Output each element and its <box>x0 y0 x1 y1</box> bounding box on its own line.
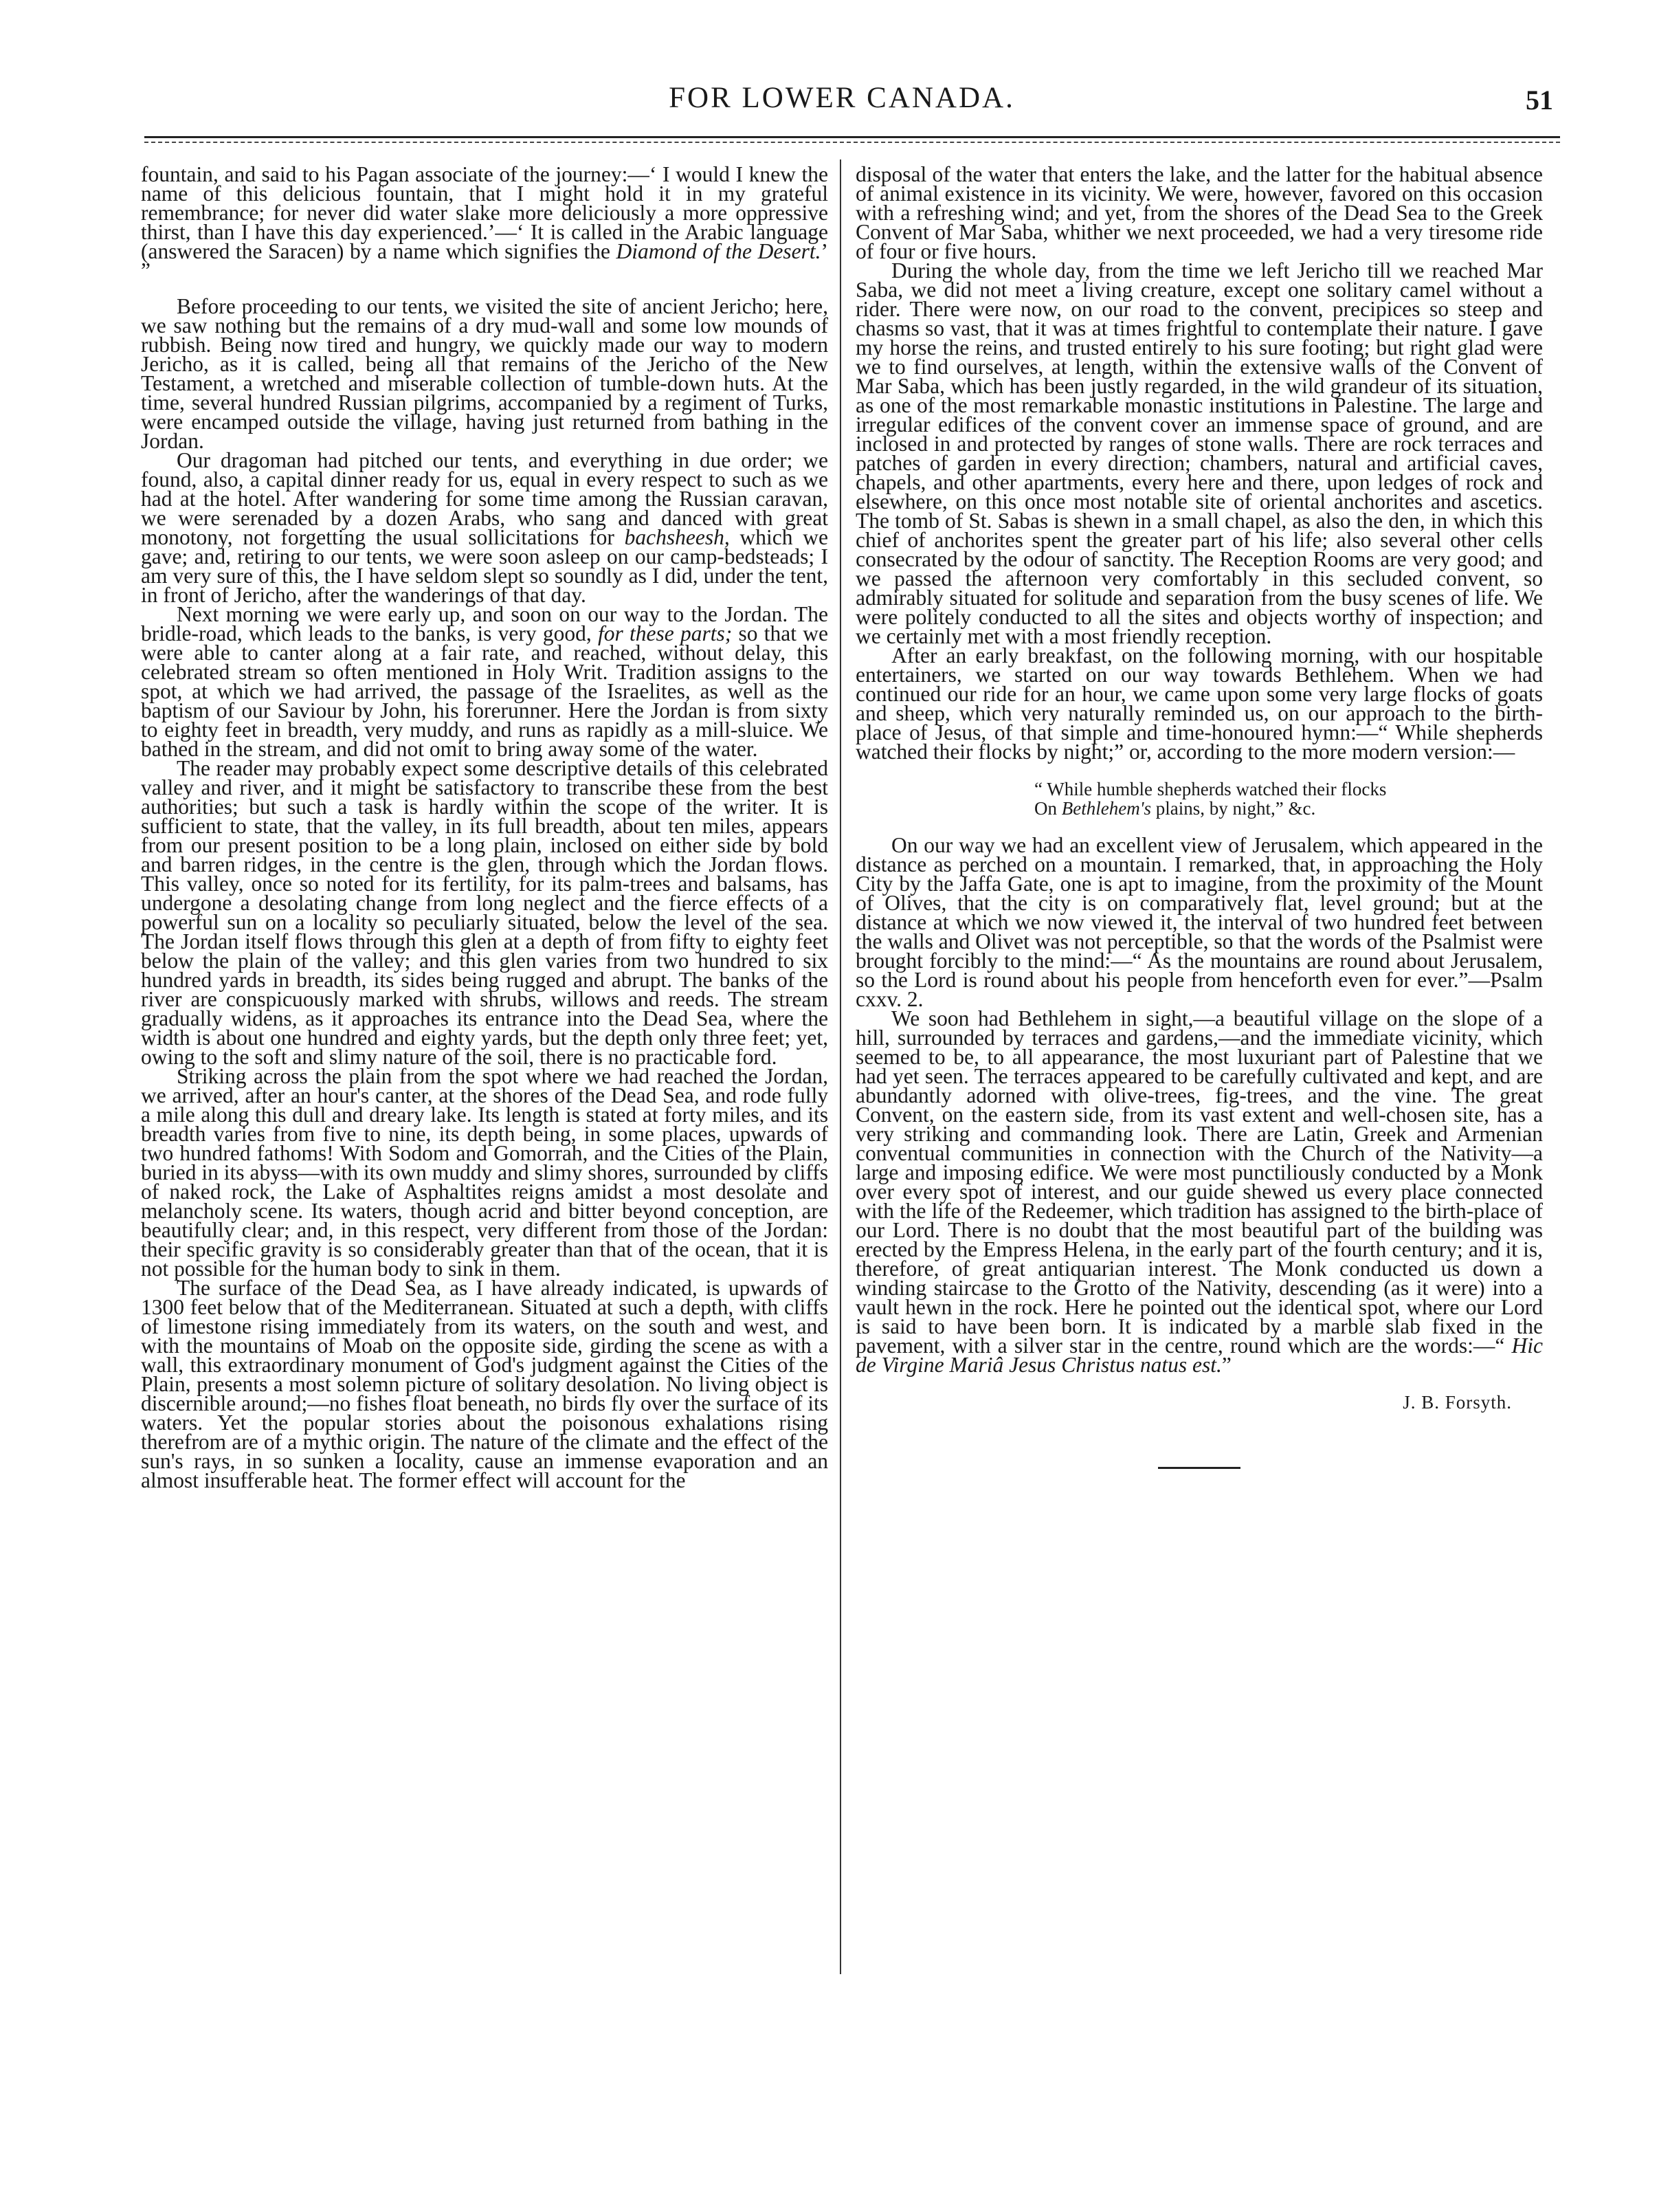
running-head: FOR LOWER CANADA. <box>669 82 1015 114</box>
paragraph: After an early breakfast, on the following morning, with our hospitable entertainers, we started on our way towards Bethlehem. When we had continued our ride for an hour, we came upon some very large flocks of goats and sheep, which very naturally reminded us, on our approach to the birth-place of Jesus, of that simple and time-honoured hymn:—“ While shepherds watched their flocks by night;” or, according to the more modern version:— <box>856 643 1543 764</box>
paragraph: The surface of the Dead Sea, as I have already indicated, is upwards of 1300 feet below that of the Mediterranean. Situated at such a depth, with cliffs of limestone rising immediately from its waters, on the south and west, and with the mountains of Moab on the opposite side, girding the scene as with a wall, this extraordinary monument of God's judgment against the Cities of the Plain, presents a most solemn picture of solitary desolation. No living object is discernible around;—no fishes float beneath, no birds fly over the surface of its waters. Yet the popular stories about the poisonous exhalations rising therefrom are of a mythic origin. The nature of the climate and the effect of the sun's rays, in so sunken a locality, cause an immense evaporation and an almost insufferable heat. The former effect will account for the <box>141 1276 828 1492</box>
end-rule <box>1158 1467 1240 1469</box>
left-column <box>141 162 828 1492</box>
paragraph: Before proceeding to our tents, we visited the site of ancient Jericho; here, we saw nothing but the remains of a dry mud-wall and some low mounds of rubbish. Being now tired and hungry, we quickly made our way to modern Jericho, as it is called, being all that remains of the Jericho of the New Testament, a wretched and miserable collection of tumble-down huts. At the time, several hundred Russian pilgrims, accompanied by a regiment of Turks, were encamped outside the village, having just returned from bathing in the Jordan. <box>141 294 828 453</box>
paragraph: We soon had Bethlehem in sight,—a beautiful village on the slope of a hill, surrounded by terraces and gardens,—and the immediate vicinity, which seemed to be, to all appearance, the most luxuriant part of Palestine that we had yet seen. The terraces appeared to be carefully cultivated and kept, and are abundantly adorned with olive-trees, fig-trees, and the vine. The great Convent, on the eastern side, from its vast extent and well-chosen site, has a very striking and commanding look. There are Latin, Greek and Armenian conventual communities in connection with the Church of the Nativity—a large and imposing edifice. We were most punctiliously conducted by a Monk over every spot of interest, and our guide shewed us every place connected with the life of the Redeemer, which tradition has assigned to the birth-place of our Lord. There is no doubt that the most beautiful part of the building was erected by the Empress Helena, in the early part of the fourth century; and it is, therefore, of great antiquarian interest. The Monk conducted us down a winding staircase to the Grotto of the Nativity, descending (as it were) into a vault hewn in the rock. Here he pointed out the identical spot, where our Lord is said to have been born. It is indicated by a marble slab fixed in the pavement, with a silver star in the centre, round which are the words:—“ Hic de Virgine Mariâ Jesus Christus natus est.” <box>856 1006 1543 1377</box>
paragraph: fountain, and said to his Pagan associate of the journey:—‘ I would I knew the name of this delicious fountain, that I might hold it in my grateful remembrance; for never did water slake more deliciously a more oppressive thirst, than I have this day experienced.’—‘ It is called in the Arabic language (answered the Saracen) by a name which signifies the Diamond of the Desert.’ ” <box>141 162 828 283</box>
author-signature: J. B. Forsyth. <box>1403 1392 1512 1413</box>
paragraph: During the whole day, from the time we left Jericho till we reached Mar Saba, we did not meet a living creature, except one solitary camel without a rider. There were now, on our road to the convent, precipices so steep and chasms so vast, that it was at times frightful to contemplate their nature. I gave my horse the reins, and trusted entirely to his sure footing; but right glad were we to find ourselves, at length, within the extensive walls of the Convent of Mar Saba, which has been justly regarded, in the wild grandeur of its situation, as one of the most remarkable monastic institutions in Palestine. The large and irregular edifices of the convent cover an immense space of ground, and are inclosed in and protected by ranges of stone walls. There are rock terraces and patches of garden in every direction; chambers, natural and artificial caves, chapels, and other apartments, every here and there, upon ledges of rock and elsewhere, on this once most notable site of oriental anchorites and ascetics. The tomb of St. Sabas is shewn in a small chapel, as also the den, in which this chief of anchorites spent the greater part of his life; also several other cells consecrated by the odour of sanctity. The Reception Rooms are very good; and we passed the afternoon very comfortably in this secluded convent, so admirably situated for solitude and separation from the busy scenes of life. We were politely conducted to all the sites and objects worthy of inspection; and we certainly met with a most friendly reception. <box>856 258 1543 648</box>
paragraph: Striking across the plain from the spot where we had reached the Jordan, we arrived, after an hour's canter, at the shores of the Dead Sea, and rode fully a mile along this dull and dreary lake. Its length is stated at forty miles, and its breadth varies from five to nine, its depth being, in some places, upwards of two hundred fathoms! With Sodom and Gomorrah, and the Cities of the Plain, buried in its abyss—with its own muddy and slimy shores, surrounded by cliffs of naked rock, the Lake of Asphaltites reigns amidst a most desolate and melancholy scene. Its waters, though acrid and bitter beyond conception, are beautifully clear; and, in this respect, very different from those of the Jordan: their specific gravity is so considerably greater than that of the ocean, that it is not possible for the human body to sink in them. <box>141 1064 828 1281</box>
header-rule <box>144 136 1560 143</box>
hymn-line: “ While humble shepherds watched their flocks <box>1034 779 1387 799</box>
paragraph: Our dragoman had pitched our tents, and everything in due order; we found, also, a capital dinner ready for us, equal in every respect to such as we had at the hotel. After wandering for some time among the Russian caravan, we were serenaded by a dozen Arabs, who sang and danced with great monotony, not forgetting the usual sollicitations for bachsheesh, which we gave; and, retiring to our tents, we were soon asleep on our camp-bedsteads; I am very sure of this, the I have seldom slept so soundly as I did, under the tent, in front of Jericho, after the wanderings of that day. <box>141 448 828 607</box>
paragraph: On our way we had an excellent view of Jerusalem, which appeared in the distance as perched on a mountain. I remarked, that, in approaching the Holy City by the Jaffa Gate, one is apt to imagine, from the proximity of the Mount of Olives, that the city is on comparatively flat, level ground; but at the distance at which we now viewed it, the interval of two hundred feet between the walls and Olivet was not perceptible, so that the words of the Psalmist were brought forcibly to the mind:—“ As the mountains are round about Jerusalem, so the Lord is round about his people from henceforth even for ever.”—Psalm cxxv. 2. <box>856 833 1543 1011</box>
page-number: 51 <box>1526 85 1553 115</box>
column-divider <box>840 159 841 1974</box>
hymn-line: On Bethlehem's plains, by night,” &c. <box>1034 798 1316 819</box>
right-column <box>856 162 1543 1469</box>
paragraph: disposal of the water that enters the lake, and the latter for the habitual absence of animal existence in its vicinity. We were, however, favored on this occasion with a refreshing wind; and yet, from the shores of the Dead Sea to the Greek Convent of Mar Saba, whither we next proceeded, we had a very tiresome ride of four or five hours. <box>856 162 1543 263</box>
page-header <box>131 81 1553 136</box>
hymn-quote <box>856 779 1543 818</box>
paragraph: The reader may probably expect some descriptive details of this celebrated valley and river, and it might be satisfactory to transcribe these from the best authorities; but such a task is hardly within the scope of the writer. It is sufficient to state, that the valley, in its full breadth, about ten miles, appears from our present position to be a long plain, inclosed on either side by bold and barren ridges, in the centre is the glen, through which the Jordan flows. This valley, once so noted for its fertility, for its palm-trees and balsams, has undergone a desolating change from long neglect and the fierce effects of a powerful sun on a locality so peculiarly situated, below the level of the sea. The Jordan itself flows through this glen at a depth of from fifty to eighty feet below the plain of the valley; and this glen varies from two hundred to six hundred yards in breadth, its sides being rugged and abrupt. The banks of the river are conspicuously marked with shrubs, willows and reeds. The stream gradually widens, as it approaches its entrance into the Dead Sea, where the width is about one hundred and eighty yards, but the depth only three feet; yet, owing to the soft and slimy nature of the soil, there is no practicable ford. <box>141 756 828 1069</box>
paragraph: Next morning we were early up, and soon on our way to the Jordan. The bridle-road, which leads to the banks, is very good, for these parts; so that we were able to canter along at a fair rate, and reached, without delay, this celebrated stream so often mentioned in Holy Writ. Tradition assigns to the spot, at which we had arrived, the passage of the Israelites, as well as the baptism of our Saviour by John, his forerunner. Here the Jordan is from sixty to eighty feet in breadth, very muddy, and runs as rapidly as a mill-sluice. We bathed in the stream, and did not omit to bring away some of the water. <box>141 602 828 761</box>
